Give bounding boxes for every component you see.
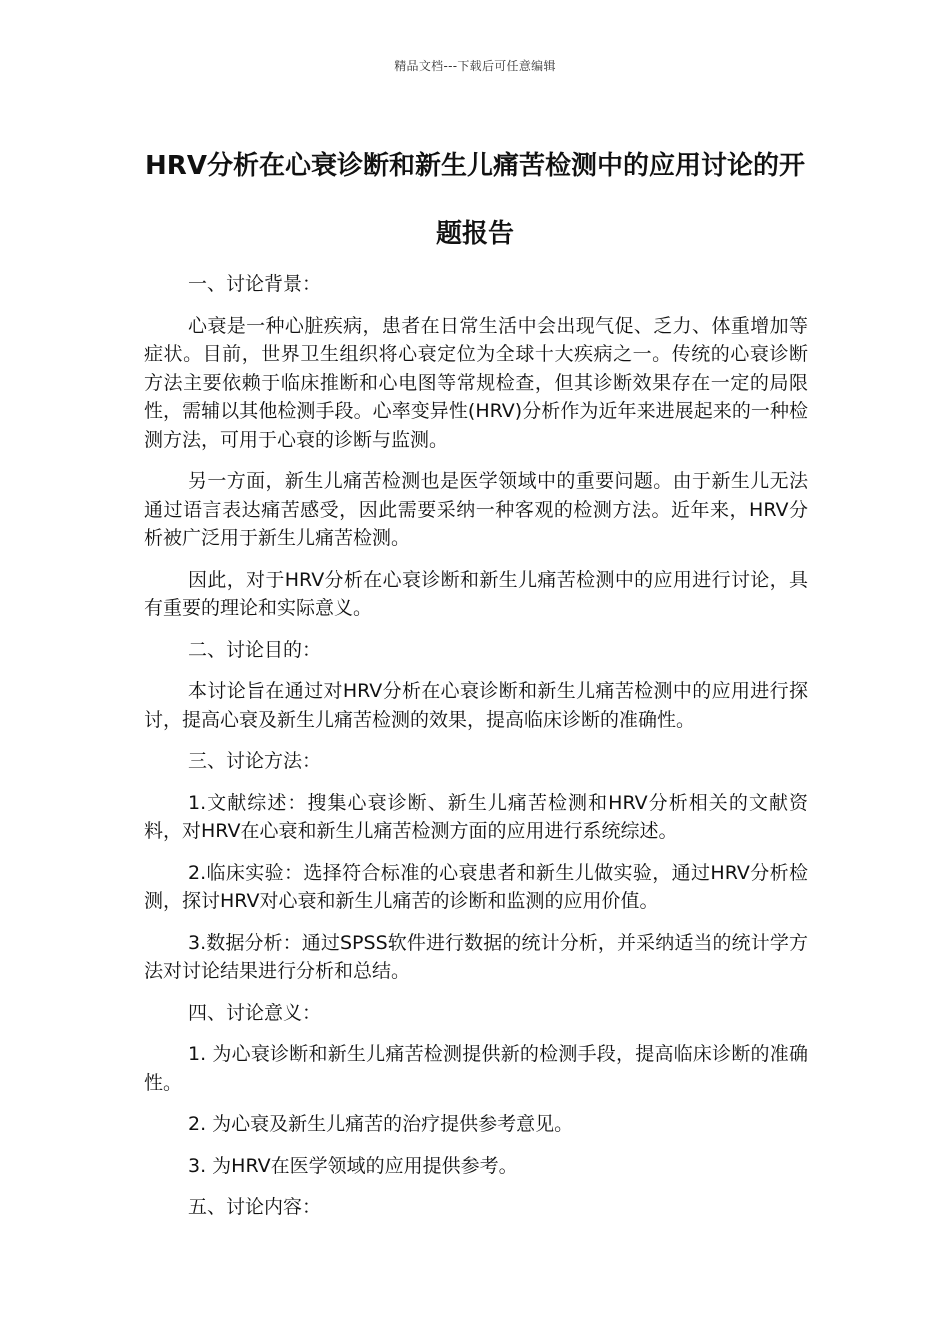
page-header: 精品文档---下载后可任意编辑 bbox=[394, 59, 556, 73]
paragraph-significance-summary: 因此，对于HRV分析在心衰诊断和新生儿痛苦检测中的应用进行讨论，具有重要的理论和实际意义。 bbox=[144, 568, 808, 619]
significance-item-3: 3. 为HRV在医学领域的应用提供参考。 bbox=[188, 1154, 518, 1177]
document-title: HRV分析在心衰诊断和新生儿痛苦检测中的应用讨论的开题报告 bbox=[145, 151, 805, 249]
paragraph-heart-failure: 心衰是一种心脏疾病，患者在日常生活中会出现气促、乏力、体重增加等症状。目前，世界卫生组织将心衰定位为全球十大疾病之一。传统的心衰诊断方法主要依赖于临床推断和心电图等常规检查，但其诊断效果存在一定的局限性，需辅以其他检测手段。心率变异性(HRV)分析作为近年来进展起来的一种检测方法，可用于心衰的诊断与监测。 bbox=[144, 314, 808, 451]
section-heading-background: 一、讨论背景： bbox=[188, 273, 322, 295]
section-heading-content: 五、讨论内容： bbox=[188, 1196, 322, 1218]
paragraph-purpose: 本讨论旨在通过对HRV分析在心衰诊断和新生儿痛苦检测中的应用进行探讨，提高心衰及新生儿痛苦检测的效果，提高临床诊断的准确性。 bbox=[144, 680, 808, 731]
method-item-data: 3.数据分析：通过SPSS软件进行数据的统计分析，并采纳适当的统计学方法对讨论结果进行分析和总结。 bbox=[144, 931, 808, 982]
method-item-clinical: 2.临床实验：选择符合标准的心衰患者和新生儿做实验，通过HRV分析检测，探讨HRV对心衰和新生儿痛苦的诊断和监测的应用价值。 bbox=[144, 861, 808, 912]
section-heading-significance: 四、讨论意义： bbox=[188, 1001, 322, 1024]
significance-item-1: 1. 为心衰诊断和新生儿痛苦检测提供新的检测手段，提高临床诊断的准确性。 bbox=[144, 1043, 808, 1094]
significance-item-2: 2. 为心衰及新生儿痛苦的治疗提供参考意见。 bbox=[188, 1113, 574, 1135]
paragraph-neonatal-pain: 另一方面，新生儿痛苦检测也是医学领域中的重要问题。由于新生儿无法通过语言表达痛苦感受，因此需要采纳一种客观的检测方法。近年来，HRV分析被广泛用于新生儿痛苦检测。 bbox=[144, 470, 808, 549]
method-item-literature: 1.文献综述：搜集心衰诊断、新生儿痛苦检测和HRV分析相关的文献资料，对HRV在心衰和新生儿痛苦检测方面的应用进行系统综述。 bbox=[144, 791, 808, 842]
section-heading-methods: 三、讨论方法： bbox=[188, 750, 322, 772]
section-heading-purpose: 二、讨论目的： bbox=[188, 638, 322, 661]
document-body bbox=[144, 270, 808, 1235]
